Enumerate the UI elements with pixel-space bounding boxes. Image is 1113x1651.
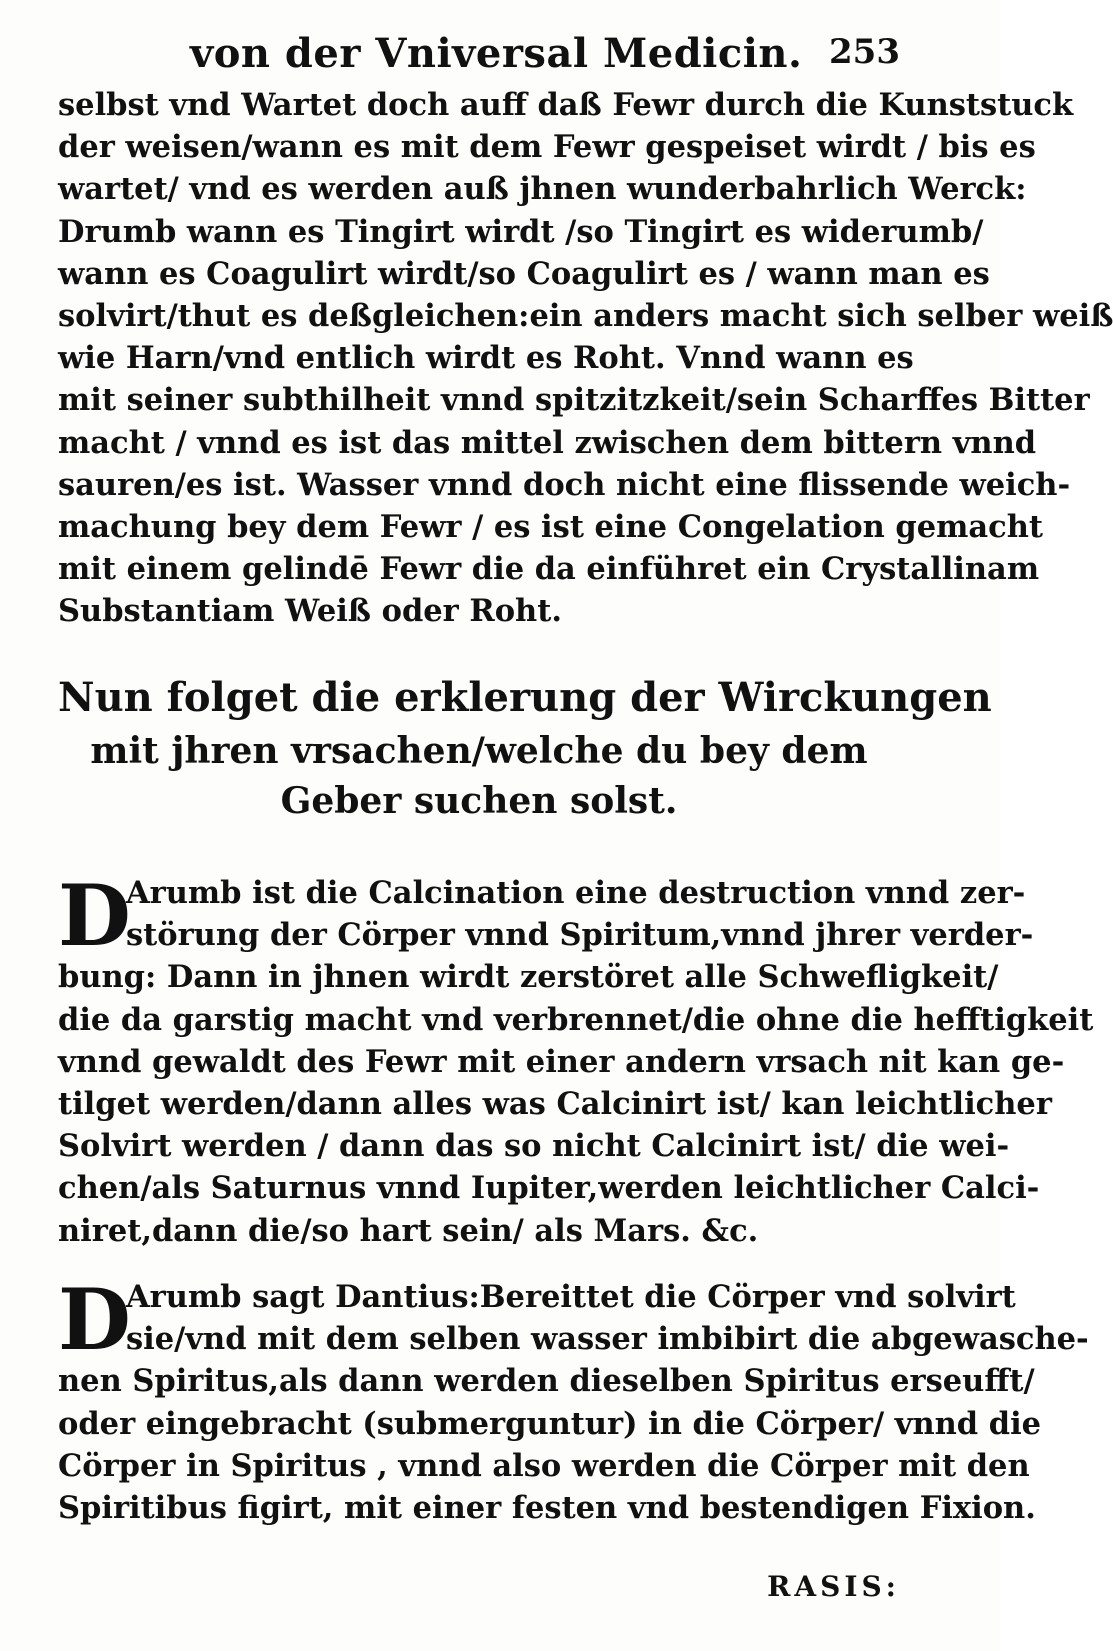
text-line: niret,dann die/so hart sein/ als Mars. &c. — [58, 1212, 759, 1249]
text-line: wann es Coagulirt wirdt/so Coagulirt es / wann man es — [58, 255, 990, 292]
drop-cap: D — [58, 866, 131, 965]
heading-line: Nun folget die erklerung der Wirckungen — [58, 674, 992, 721]
text-line: vnnd gewaldt des Fewr mit einer andern vrsach nit kan ge- — [58, 1043, 1065, 1080]
text-line: sauren/es ist. Wasser vnnd doch nicht eine flissende weich- — [58, 466, 1071, 503]
text-line: der weisen/wann es mit dem Fewr gespeiset wirdt / bis es — [58, 129, 1036, 166]
text-line: Solvirt werden / dann das so nicht Calcinirt ist/ die wei- — [58, 1128, 1010, 1165]
text-line: wie Harn/vnd entlich wirdt es Roht. Vnnd wann es — [58, 340, 914, 377]
text-line: störung der Cörper vnnd Spiritum,vnnd jhrer verder- — [126, 917, 1034, 954]
text-line: Arumb ist die Calcination eine destruction vnnd zer- — [126, 875, 1026, 911]
text-line: Substantiam Weiß oder Roht. — [58, 593, 562, 630]
section-heading — [58, 670, 992, 826]
text-line: wartet/ vnd es werden auß jhnen wunderbahrlich Werck: — [58, 171, 1027, 208]
text-line: machung bey dem Fewr / es ist eine Congelation gemacht — [58, 508, 1043, 545]
drop-cap: D — [58, 1270, 131, 1369]
heading-line: Geber suchen solst. — [280, 780, 678, 822]
text-line: sie/vnd mit dem selben wasser imbibirt die abgewasche- — [126, 1321, 1089, 1358]
text-line: tilget werden/dann alles was Calcinirt ist/ kan leichtlicher — [58, 1085, 1052, 1122]
text-line: mit einem gelindē Fewr die da einführet ein Crystallinam — [58, 551, 1040, 588]
paragraph-3 — [58, 1270, 1089, 1529]
text-line: selbst vnd Wartet doch auff daß Fewr durch die Kunststuck — [58, 87, 1074, 123]
text-line: Spiritibus figirt, mit einer festen vnd bestendigen Fixion. — [58, 1489, 1036, 1526]
text-line: Arumb sagt Dantius:Bereittet die Cörper vnd solvirt — [126, 1279, 1016, 1315]
text-line: die da garstig macht vnd verbrennet/die ohne die hefftigkeit — [58, 1001, 1094, 1038]
text-line: bung: Dann in jhnen wirdt zerstöret alle Schwefligkeit/ — [58, 959, 999, 996]
page-number: 253 — [829, 32, 900, 72]
text-line: nen Spiritus,als dann werden dieselben Spiritus erseufft/ — [58, 1363, 1035, 1400]
paragraph-1 — [58, 84, 1113, 632]
page-header — [60, 30, 900, 82]
text-line: solvirt/thut es deßgleichen:ein anders macht sich selber weiß — [58, 297, 1113, 334]
running-title: von der Vniversal Medicin. — [190, 30, 803, 77]
text-line: oder eingebracht (submerguntur) in die Cörper/ vnnd die — [58, 1405, 1042, 1442]
text-line: mit seiner subthilheit vnnd spitzitzkeit/sein Scharffes Bitter — [58, 382, 1090, 419]
text-line: Drumb wann es Tingirt wirdt /so Tingirt es widerumb/ — [58, 213, 984, 250]
text-line: chen/als Saturnus vnnd Iupiter,werden leichtlicher Calci- — [58, 1170, 1040, 1207]
catchword: RASIS: — [767, 1570, 900, 1603]
paragraph-2 — [58, 866, 1094, 1252]
text-line: Cörper in Spiritus , vnnd also werden die Cörper mit den — [58, 1447, 1030, 1484]
heading-line: mit jhren vrsachen/welche du bey dem — [90, 730, 868, 772]
text-line: macht / vnnd es ist das mittel zwischen dem bittern vnnd — [58, 424, 1037, 461]
